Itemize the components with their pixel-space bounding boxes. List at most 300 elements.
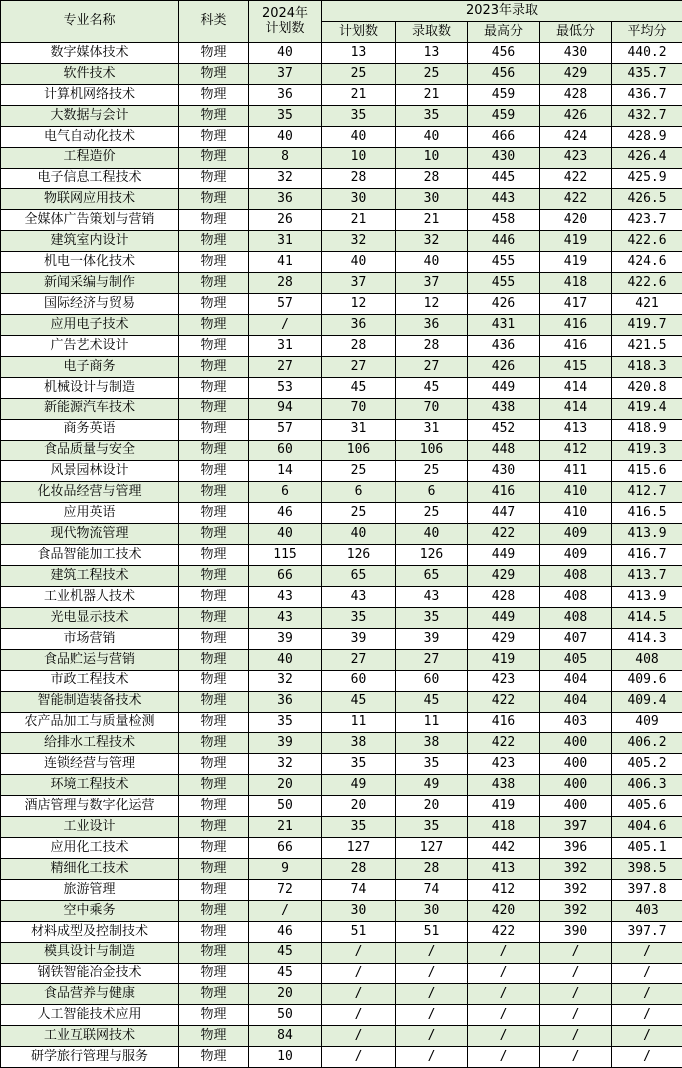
cell-plan-2024: 39 <box>249 733 322 754</box>
cell-plan-2024: 32 <box>249 754 322 775</box>
cell-admitted: 45 <box>396 691 468 712</box>
table-row <box>1 733 682 754</box>
cell-max-score: 422 <box>468 524 540 545</box>
cell-plan-2024: / <box>249 314 322 335</box>
table-row <box>1 712 682 733</box>
cell-admitted: 25 <box>396 461 468 482</box>
cell-admitted: 35 <box>396 754 468 775</box>
cell-max-score: 419 <box>468 649 540 670</box>
table-row <box>1 963 682 984</box>
cell-plan-2023: 127 <box>322 838 396 859</box>
cell-min-score: 424 <box>540 126 612 147</box>
cell-min-score: / <box>540 1047 612 1068</box>
cell-plan-2024: 21 <box>249 817 322 838</box>
table-row <box>1 335 682 356</box>
cell-avg-score: 414.5 <box>612 607 682 628</box>
cell-major: 食品营养与健康 <box>1 984 179 1005</box>
cell-admitted: 51 <box>396 921 468 942</box>
header-min-score: 最低分 <box>540 22 612 43</box>
table-row <box>1 942 682 963</box>
cell-major: 工业互联网技术 <box>1 1026 179 1047</box>
cell-major: 工程造价 <box>1 147 179 168</box>
cell-admitted: 126 <box>396 545 468 566</box>
cell-plan-2023: / <box>322 942 396 963</box>
cell-plan-2023: 36 <box>322 314 396 335</box>
cell-min-score: / <box>540 984 612 1005</box>
cell-subject: 物理 <box>179 586 249 607</box>
cell-plan-2024: 31 <box>249 231 322 252</box>
cell-max-score: 422 <box>468 691 540 712</box>
cell-avg-score: 403 <box>612 900 682 921</box>
table-row <box>1 189 682 210</box>
cell-admitted: 20 <box>396 796 468 817</box>
cell-admitted: 38 <box>396 733 468 754</box>
cell-avg-score: / <box>612 942 682 963</box>
table-row <box>1 63 682 84</box>
table-row <box>1 545 682 566</box>
cell-min-score: 430 <box>540 43 612 64</box>
cell-plan-2024: 94 <box>249 398 322 419</box>
table-row <box>1 649 682 670</box>
table-row <box>1 628 682 649</box>
cell-avg-score: 397.7 <box>612 921 682 942</box>
cell-major: 电子信息工程技术 <box>1 168 179 189</box>
cell-admitted: 28 <box>396 168 468 189</box>
table-row <box>1 524 682 545</box>
table-row <box>1 356 682 377</box>
cell-subject: 物理 <box>179 628 249 649</box>
cell-subject: 物理 <box>179 754 249 775</box>
cell-major: 电子商务 <box>1 356 179 377</box>
header-plan-2024-line2: 计划数 <box>249 22 321 36</box>
cell-plan-2024: 20 <box>249 984 322 1005</box>
cell-plan-2024: 66 <box>249 838 322 859</box>
cell-min-score: 397 <box>540 817 612 838</box>
table-row <box>1 838 682 859</box>
cell-max-score: 428 <box>468 586 540 607</box>
cell-avg-score: / <box>612 984 682 1005</box>
header-plan-2024-line1: 2024年 <box>249 7 321 21</box>
cell-min-score: 404 <box>540 670 612 691</box>
cell-plan-2023: / <box>322 984 396 1005</box>
cell-max-score: 443 <box>468 189 540 210</box>
cell-max-score: 436 <box>468 335 540 356</box>
table-row <box>1 670 682 691</box>
cell-min-score: 423 <box>540 147 612 168</box>
cell-plan-2023: 10 <box>322 147 396 168</box>
header-row-1 <box>1 1 682 22</box>
cell-plan-2024: 39 <box>249 628 322 649</box>
cell-plan-2023: 74 <box>322 879 396 900</box>
cell-min-score: 392 <box>540 879 612 900</box>
cell-max-score: 423 <box>468 670 540 691</box>
cell-min-score: 411 <box>540 461 612 482</box>
cell-min-score: 407 <box>540 628 612 649</box>
cell-max-score: 430 <box>468 461 540 482</box>
cell-plan-2024: 50 <box>249 1005 322 1026</box>
cell-max-score: / <box>468 1005 540 1026</box>
cell-subject: 物理 <box>179 461 249 482</box>
cell-major: 食品质量与安全 <box>1 440 179 461</box>
cell-admitted: 28 <box>396 335 468 356</box>
cell-subject: 物理 <box>179 189 249 210</box>
cell-plan-2023: 37 <box>322 273 396 294</box>
cell-plan-2024: 46 <box>249 503 322 524</box>
table-row <box>1 84 682 105</box>
cell-major: 食品贮运与营销 <box>1 649 179 670</box>
cell-admitted: 21 <box>396 210 468 231</box>
cell-plan-2023: 45 <box>322 691 396 712</box>
cell-avg-score: 406.2 <box>612 733 682 754</box>
cell-max-score: 412 <box>468 879 540 900</box>
cell-major: 广告艺术设计 <box>1 335 179 356</box>
cell-plan-2024: 35 <box>249 105 322 126</box>
cell-subject: 物理 <box>179 566 249 587</box>
cell-admitted: 6 <box>396 482 468 503</box>
cell-max-score: 459 <box>468 84 540 105</box>
cell-plan-2023: 35 <box>322 754 396 775</box>
table-row <box>1 775 682 796</box>
cell-subject: 物理 <box>179 545 249 566</box>
cell-admitted: 27 <box>396 649 468 670</box>
cell-plan-2023: 21 <box>322 210 396 231</box>
cell-plan-2023: 49 <box>322 775 396 796</box>
cell-plan-2023: 40 <box>322 126 396 147</box>
cell-plan-2023: 21 <box>322 84 396 105</box>
cell-avg-score: 405.6 <box>612 796 682 817</box>
cell-subject: 物理 <box>179 294 249 315</box>
cell-avg-score: 419.4 <box>612 398 682 419</box>
cell-admitted: 36 <box>396 314 468 335</box>
cell-min-score: 412 <box>540 440 612 461</box>
cell-min-score: / <box>540 963 612 984</box>
cell-min-score: 400 <box>540 754 612 775</box>
cell-plan-2023: 13 <box>322 43 396 64</box>
cell-min-score: 408 <box>540 566 612 587</box>
cell-subject: 物理 <box>179 817 249 838</box>
cell-subject: 物理 <box>179 691 249 712</box>
table-row <box>1 105 682 126</box>
cell-avg-score: 432.7 <box>612 105 682 126</box>
cell-major: 模具设计与制造 <box>1 942 179 963</box>
cell-min-score: 392 <box>540 900 612 921</box>
cell-max-score: 456 <box>468 63 540 84</box>
cell-max-score: 466 <box>468 126 540 147</box>
cell-subject: 物理 <box>179 63 249 84</box>
cell-plan-2024: 40 <box>249 649 322 670</box>
cell-subject: 物理 <box>179 168 249 189</box>
cell-subject: 物理 <box>179 900 249 921</box>
table-row <box>1 294 682 315</box>
table-row <box>1 398 682 419</box>
cell-min-score: 405 <box>540 649 612 670</box>
cell-major: 物联网应用技术 <box>1 189 179 210</box>
cell-plan-2023: / <box>322 963 396 984</box>
cell-admitted: 49 <box>396 775 468 796</box>
cell-subject: 物理 <box>179 482 249 503</box>
cell-min-score: 419 <box>540 231 612 252</box>
cell-avg-score: 426.5 <box>612 189 682 210</box>
cell-subject: 物理 <box>179 273 249 294</box>
cell-avg-score: 422.6 <box>612 231 682 252</box>
cell-plan-2024: 41 <box>249 252 322 273</box>
cell-plan-2023: 38 <box>322 733 396 754</box>
cell-avg-score: 419.3 <box>612 440 682 461</box>
cell-admitted: 43 <box>396 586 468 607</box>
cell-plan-2023: 51 <box>322 921 396 942</box>
header-subject: 科类 <box>179 1 249 43</box>
cell-subject: 物理 <box>179 126 249 147</box>
cell-avg-score: 421 <box>612 294 682 315</box>
cell-plan-2023: 65 <box>322 566 396 587</box>
cell-min-score: 400 <box>540 796 612 817</box>
cell-plan-2024: 53 <box>249 377 322 398</box>
table-row <box>1 377 682 398</box>
cell-major: 风景园林设计 <box>1 461 179 482</box>
table-row <box>1 566 682 587</box>
cell-min-score: / <box>540 1026 612 1047</box>
cell-avg-score: 436.7 <box>612 84 682 105</box>
cell-admitted: 127 <box>396 838 468 859</box>
header-plan-2024 <box>249 1 322 43</box>
cell-min-score: 415 <box>540 356 612 377</box>
cell-plan-2023: 25 <box>322 63 396 84</box>
cell-plan-2024: / <box>249 900 322 921</box>
cell-min-score: 410 <box>540 482 612 503</box>
cell-admitted: 21 <box>396 84 468 105</box>
cell-plan-2024: 36 <box>249 84 322 105</box>
cell-major: 工业机器人技术 <box>1 586 179 607</box>
cell-plan-2024: 9 <box>249 858 322 879</box>
cell-subject: 物理 <box>179 503 249 524</box>
cell-avg-score: 413.9 <box>612 524 682 545</box>
cell-admitted: 35 <box>396 105 468 126</box>
table-row <box>1 440 682 461</box>
table-row <box>1 900 682 921</box>
cell-plan-2024: 35 <box>249 712 322 733</box>
cell-plan-2023: 20 <box>322 796 396 817</box>
cell-max-score: 430 <box>468 147 540 168</box>
cell-avg-score: 405.1 <box>612 838 682 859</box>
cell-min-score: / <box>540 942 612 963</box>
cell-min-score: 428 <box>540 84 612 105</box>
cell-plan-2023: 70 <box>322 398 396 419</box>
cell-min-score: 413 <box>540 419 612 440</box>
cell-admitted: 35 <box>396 607 468 628</box>
cell-plan-2023: 28 <box>322 858 396 879</box>
cell-admitted: 10 <box>396 147 468 168</box>
cell-plan-2024: 60 <box>249 440 322 461</box>
cell-plan-2024: 84 <box>249 1026 322 1047</box>
cell-plan-2023: 35 <box>322 607 396 628</box>
cell-min-score: 409 <box>540 545 612 566</box>
cell-major: 数字媒体技术 <box>1 43 179 64</box>
cell-major: 应用电子技术 <box>1 314 179 335</box>
cell-max-score: 449 <box>468 377 540 398</box>
cell-max-score: / <box>468 963 540 984</box>
cell-admitted: / <box>396 963 468 984</box>
cell-avg-score: 424.6 <box>612 252 682 273</box>
table-row <box>1 586 682 607</box>
header-admitted: 录取数 <box>396 22 468 43</box>
cell-max-score: 438 <box>468 398 540 419</box>
cell-major: 市政工程技术 <box>1 670 179 691</box>
cell-avg-score: / <box>612 1026 682 1047</box>
cell-major: 市场营销 <box>1 628 179 649</box>
cell-plan-2023: 40 <box>322 252 396 273</box>
cell-admitted: 25 <box>396 63 468 84</box>
table-row <box>1 252 682 273</box>
cell-plan-2024: 8 <box>249 147 322 168</box>
table-row <box>1 314 682 335</box>
cell-plan-2024: 72 <box>249 879 322 900</box>
cell-admitted: 32 <box>396 231 468 252</box>
cell-max-score: 445 <box>468 168 540 189</box>
cell-major: 连锁经营与管理 <box>1 754 179 775</box>
cell-max-score: 426 <box>468 294 540 315</box>
cell-major: 商务英语 <box>1 419 179 440</box>
table-row <box>1 1047 682 1068</box>
cell-plan-2024: 14 <box>249 461 322 482</box>
cell-avg-score: 428.9 <box>612 126 682 147</box>
cell-min-score: 400 <box>540 733 612 754</box>
cell-plan-2023: 12 <box>322 294 396 315</box>
header-group-2023: 2023年录取 <box>322 1 682 22</box>
cell-avg-score: 408 <box>612 649 682 670</box>
table-row <box>1 921 682 942</box>
cell-max-score: / <box>468 1047 540 1068</box>
cell-plan-2023: 43 <box>322 586 396 607</box>
cell-max-score: 438 <box>468 775 540 796</box>
cell-plan-2023: / <box>322 1047 396 1068</box>
table-row <box>1 419 682 440</box>
cell-admitted: / <box>396 984 468 1005</box>
cell-admitted: 40 <box>396 524 468 545</box>
cell-major: 机械设计与制造 <box>1 377 179 398</box>
cell-subject: 物理 <box>179 879 249 900</box>
cell-subject: 物理 <box>179 252 249 273</box>
table-row <box>1 231 682 252</box>
cell-min-score: 414 <box>540 398 612 419</box>
cell-subject: 物理 <box>179 105 249 126</box>
cell-admitted: 39 <box>396 628 468 649</box>
table-head <box>1 1 682 43</box>
cell-min-score: 420 <box>540 210 612 231</box>
table-row <box>1 858 682 879</box>
cell-max-score: 449 <box>468 545 540 566</box>
cell-avg-score: 413.7 <box>612 566 682 587</box>
table-row <box>1 147 682 168</box>
cell-avg-score: 415.6 <box>612 461 682 482</box>
cell-admitted: 27 <box>396 356 468 377</box>
cell-major: 材料成型及控制技术 <box>1 921 179 942</box>
header-avg-score: 平均分 <box>612 22 682 43</box>
cell-avg-score: 419.7 <box>612 314 682 335</box>
cell-plan-2023: / <box>322 1026 396 1047</box>
cell-subject: 物理 <box>179 84 249 105</box>
cell-plan-2024: 31 <box>249 335 322 356</box>
cell-avg-score: / <box>612 1047 682 1068</box>
cell-max-score: 429 <box>468 566 540 587</box>
cell-subject: 物理 <box>179 440 249 461</box>
cell-major: 研学旅行管理与服务 <box>1 1047 179 1068</box>
cell-major: 现代物流管理 <box>1 524 179 545</box>
cell-max-score: 452 <box>468 419 540 440</box>
cell-plan-2023: 35 <box>322 105 396 126</box>
cell-subject: 物理 <box>179 524 249 545</box>
cell-admitted: 25 <box>396 503 468 524</box>
cell-major: 人工智能技术应用 <box>1 1005 179 1026</box>
cell-avg-score: 416.5 <box>612 503 682 524</box>
cell-admitted: 65 <box>396 566 468 587</box>
cell-plan-2023: 35 <box>322 817 396 838</box>
cell-min-score: 410 <box>540 503 612 524</box>
table-row <box>1 1026 682 1047</box>
cell-subject: 物理 <box>179 670 249 691</box>
table-row <box>1 482 682 503</box>
table-row <box>1 796 682 817</box>
cell-max-score: 423 <box>468 754 540 775</box>
cell-subject: 物理 <box>179 921 249 942</box>
cell-major: 光电显示技术 <box>1 607 179 628</box>
cell-min-score: 403 <box>540 712 612 733</box>
cell-min-score: 408 <box>540 607 612 628</box>
cell-subject: 物理 <box>179 1047 249 1068</box>
cell-max-score: 459 <box>468 105 540 126</box>
cell-major: 计算机网络技术 <box>1 84 179 105</box>
cell-major: 给排水工程技术 <box>1 733 179 754</box>
cell-min-score: 392 <box>540 858 612 879</box>
cell-min-score: 419 <box>540 252 612 273</box>
cell-avg-score: 413.9 <box>612 586 682 607</box>
cell-max-score: 455 <box>468 273 540 294</box>
cell-major: 旅游管理 <box>1 879 179 900</box>
cell-subject: 物理 <box>179 649 249 670</box>
cell-min-score: 409 <box>540 524 612 545</box>
cell-plan-2024: 43 <box>249 586 322 607</box>
cell-plan-2023: 32 <box>322 231 396 252</box>
cell-avg-score: 406.3 <box>612 775 682 796</box>
cell-major: 工业设计 <box>1 817 179 838</box>
cell-plan-2023: 30 <box>322 189 396 210</box>
cell-plan-2024: 28 <box>249 273 322 294</box>
cell-admitted: / <box>396 942 468 963</box>
cell-avg-score: 416.7 <box>612 545 682 566</box>
table-row <box>1 754 682 775</box>
table-row <box>1 210 682 231</box>
cell-plan-2023: 6 <box>322 482 396 503</box>
cell-plan-2023: 28 <box>322 335 396 356</box>
cell-major: 大数据与会计 <box>1 105 179 126</box>
cell-subject: 物理 <box>179 712 249 733</box>
table-row <box>1 607 682 628</box>
header-plan-2023: 计划数 <box>322 22 396 43</box>
cell-major: 新能源汽车技术 <box>1 398 179 419</box>
cell-plan-2024: 43 <box>249 607 322 628</box>
cell-min-score: 416 <box>540 314 612 335</box>
cell-plan-2024: 6 <box>249 482 322 503</box>
cell-min-score: 422 <box>540 189 612 210</box>
cell-subject: 物理 <box>179 733 249 754</box>
cell-major: 应用化工技术 <box>1 838 179 859</box>
cell-plan-2023: 40 <box>322 524 396 545</box>
table-row <box>1 691 682 712</box>
cell-subject: 物理 <box>179 377 249 398</box>
cell-major: 化妆品经营与管理 <box>1 482 179 503</box>
cell-avg-score: 418.3 <box>612 356 682 377</box>
cell-avg-score: 418.9 <box>612 419 682 440</box>
cell-admitted: 74 <box>396 879 468 900</box>
